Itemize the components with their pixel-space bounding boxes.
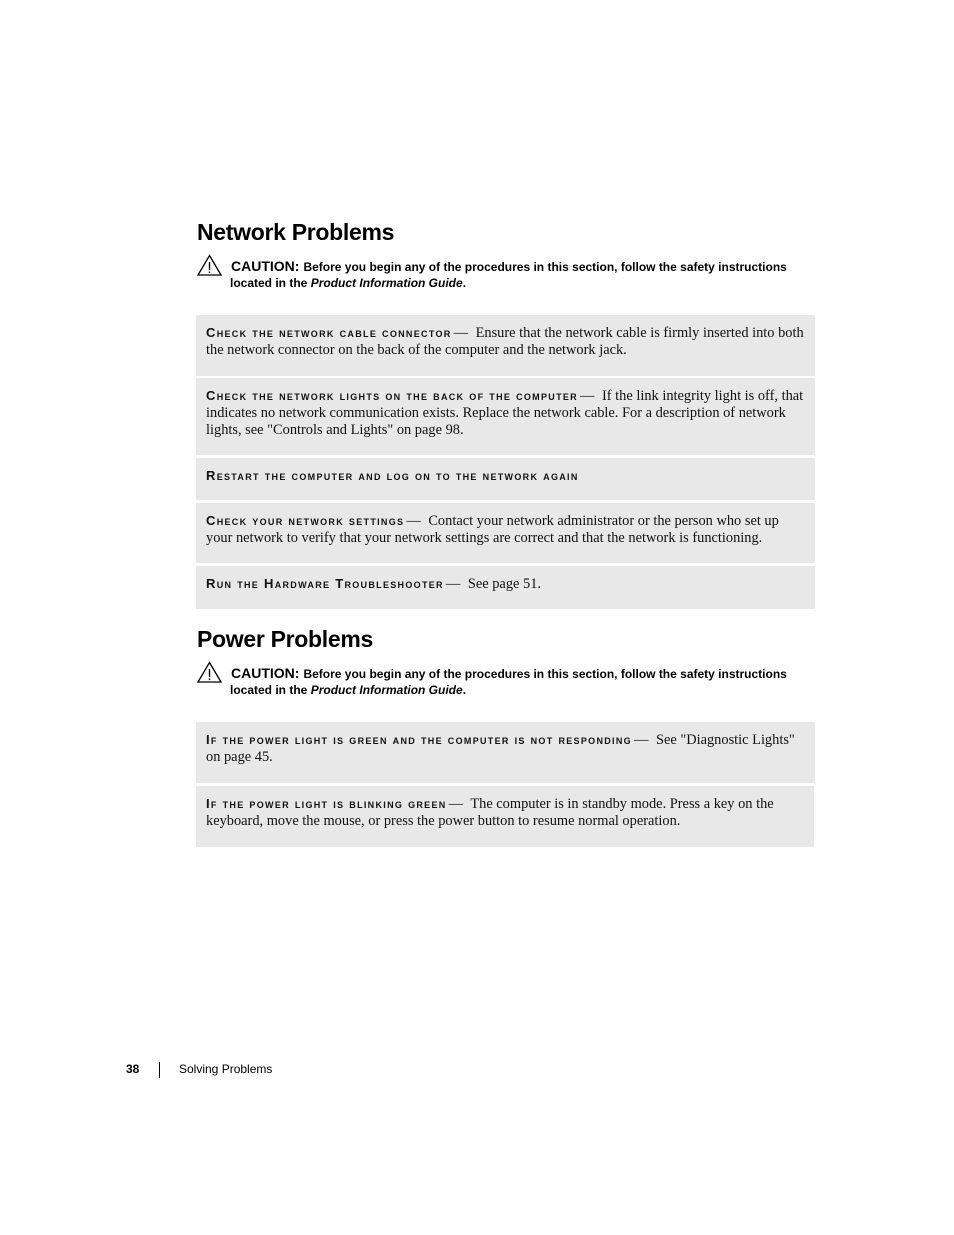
warning-triangle-icon bbox=[197, 661, 222, 683]
caution-label: CAUTION: bbox=[231, 665, 300, 681]
section-title-power: Power Problems bbox=[197, 626, 374, 652]
tip-text: See "Diagnostic Lights" on page 45. bbox=[206, 732, 795, 765]
tip-box bbox=[196, 458, 815, 500]
tip-box bbox=[196, 722, 815, 783]
tip-box bbox=[196, 378, 815, 455]
tip-text: See page 51. bbox=[467, 576, 541, 592]
em-dash: — bbox=[445, 576, 461, 592]
tip-heading: Check the network lights on the back of the computer bbox=[206, 388, 578, 403]
em-dash: — bbox=[579, 388, 595, 404]
tip-heading: If the power light is blinking green bbox=[206, 796, 447, 811]
footer-section-title: Solving Problems bbox=[179, 1062, 273, 1076]
tip-box bbox=[196, 503, 815, 563]
tip-box bbox=[196, 566, 815, 609]
em-dash: — bbox=[448, 796, 463, 812]
tip-box bbox=[196, 786, 814, 847]
footer-divider bbox=[159, 1062, 160, 1078]
guide-title: Product Information Guide bbox=[310, 276, 463, 290]
caution-text: Before you begin any of the procedures in this section, follow the safety instructions bbox=[303, 667, 787, 681]
caution-label: CAUTION: bbox=[231, 258, 300, 274]
caution-text-prefix: located in the bbox=[230, 276, 311, 290]
caution-period: . bbox=[462, 276, 467, 290]
caution-text: Before you begin any of the procedures in this section, follow the safety instructions bbox=[303, 260, 787, 274]
tip-text: Contact your network administrator or the person who set up your network to verify that your network settings are correct and that the network is functioning. bbox=[206, 513, 779, 546]
tip-heading: Check the network cable connector bbox=[206, 325, 452, 340]
tip-text: The computer is in standby mode. Press a key on the keyboard, move the mouse, or press the power button to resume normal operation. bbox=[206, 796, 774, 829]
em-dash: — bbox=[453, 325, 468, 341]
tip-heading: If the power light is green and the computer is not responding bbox=[206, 732, 632, 747]
em-dash: — bbox=[406, 513, 421, 529]
tip-heading: Check your network settings bbox=[206, 513, 405, 528]
em-dash: — bbox=[633, 732, 649, 748]
tip-text: Ensure that the network cable is firmly inserted into both the network connector on the back of the computer and the network jack. bbox=[206, 325, 804, 358]
page-number: 38 bbox=[126, 1062, 140, 1076]
tip-heading: Run the Hardware Troubleshooter bbox=[206, 576, 444, 591]
guide-title: Product Information Guide bbox=[310, 683, 463, 697]
caution-period: . bbox=[462, 683, 467, 697]
caution-text-prefix: located in the bbox=[230, 683, 311, 697]
tip-heading: Restart the computer and log on to the network again bbox=[206, 468, 579, 483]
tip-box bbox=[196, 315, 815, 376]
warning-triangle-icon bbox=[197, 254, 222, 276]
section-title-network: Network Problems bbox=[197, 219, 395, 245]
tip-text: If the link integrity light is off, that indicates no network communication exists. Replace the network cable. For a description of network lights, see "Controls and Lights" on page 98. bbox=[206, 388, 804, 438]
